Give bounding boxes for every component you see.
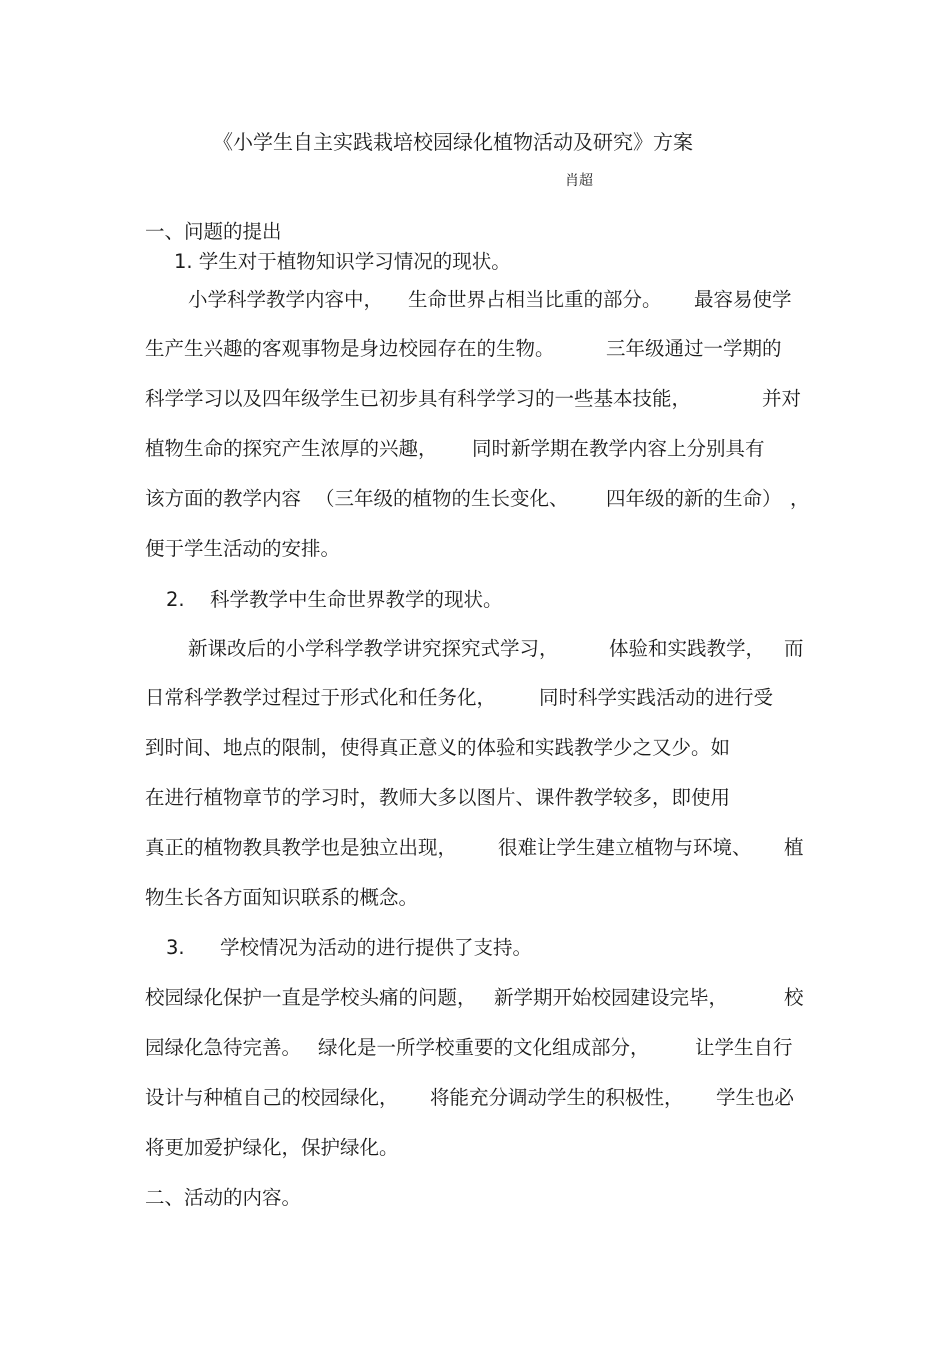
text-segment: 小学科学教学内容中， (188, 288, 384, 311)
text-segment: 学生也必 (716, 1086, 795, 1109)
paragraph-line (0, 536, 950, 562)
text-segment: 四年级的新的生命） (606, 487, 782, 510)
text-segment: 体验和实践教学， (609, 637, 766, 660)
text-segment: 绿化是一所学校重要的文化组成部分， (318, 1036, 650, 1059)
paragraph-line (0, 386, 950, 412)
text-segment: （三年级的植物的生长变化、 (315, 487, 569, 510)
text-segment: 植物生命的探究产生浓厚的兴趣， (145, 437, 438, 460)
paragraph-line (0, 885, 950, 911)
paragraph-line (0, 636, 950, 662)
item-3-heading (0, 935, 950, 961)
paragraph-line (0, 1135, 950, 1161)
text-segment: 让学生自行 (695, 1036, 793, 1059)
paragraph-line (0, 287, 950, 313)
paragraph-line (0, 486, 950, 512)
item-2-heading (0, 587, 950, 613)
paragraph-line (0, 436, 950, 462)
text-segment: 同时新学期在教学内容上分别具有 (472, 437, 765, 460)
text-segment: 日常科学教学过程过于形式化和任务化， (145, 686, 497, 709)
text-segment: 真正的植物教具教学也是独立出现， (145, 836, 458, 859)
text-segment: 设计与种植自己的校园绿化， (145, 1086, 399, 1109)
text-segment: 在进行植物章节的学习时，教师大多以图片、课件教学较多，即使用 (145, 786, 731, 809)
text-segment: 同时科学实践活动的进行受 (539, 686, 774, 709)
document-author: 肖超 (565, 173, 593, 189)
paragraph-line (0, 685, 950, 711)
text-segment: 植 (784, 836, 804, 859)
text-segment: 科学学习以及四年级学生已初步具有科学学习的一些基本技能， (145, 387, 692, 410)
item-1-heading: 1. 学生对于植物知识学习情况的现状。 (174, 250, 511, 273)
section-1-heading: 一、问题的提出 (145, 220, 282, 243)
paragraph-line (0, 985, 950, 1011)
item-number: 3. (166, 936, 185, 959)
text-segment: 很难让学生建立植物与环境、 (498, 836, 752, 859)
paragraph-line (0, 336, 950, 362)
text-segment: 校 (784, 986, 804, 1009)
text-segment: 最容易使学 (694, 288, 792, 311)
text-segment: 三年级通过一学期的 (606, 337, 782, 360)
paragraph-line (0, 785, 950, 811)
text-segment: 便于学生活动的安排。 (145, 537, 341, 560)
text-segment: ， (790, 487, 810, 510)
text-segment: 将能充分调动学生的积极性， (430, 1086, 684, 1109)
paragraph-line (0, 1035, 950, 1061)
paragraph-line (0, 835, 950, 861)
text-segment: 物生长各方面知识联系的概念。 (145, 886, 419, 909)
document-title: 《小学生自主实践栽培校园绿化植物活动及研究》方案 (213, 130, 693, 154)
item-title: 学校情况为活动的进行提供了支持。 (220, 936, 533, 959)
item-number: 2. (166, 588, 185, 611)
text-segment: 而 (784, 637, 804, 660)
item-title: 科学教学中生命世界教学的现状。 (210, 588, 503, 611)
text-segment: 到时间、地点的限制，使得真正意义的体验和实践教学少之又少。如 (145, 736, 731, 759)
text-segment: 将更加爱护绿化，保护绿化。 (145, 1136, 399, 1159)
text-segment: 校园绿化保护一直是学校头痛的问题， (145, 986, 477, 1009)
text-segment: 园绿化急待完善。 (145, 1036, 302, 1059)
text-segment: 生产生兴趣的客观事物是身边校园存在的生物。 (145, 337, 555, 360)
paragraph-line (0, 735, 950, 761)
text-segment: 并对 (762, 387, 802, 410)
text-segment: 新课改后的小学科学教学讲究探究式学习， (188, 637, 559, 660)
paragraph-line (0, 1085, 950, 1111)
text-segment: 生命世界占相当比重的部分。 (408, 288, 662, 311)
text-segment: 新学期开始校园建设完毕， (494, 986, 729, 1009)
section-2-heading: 二、活动的内容。 (145, 1186, 302, 1209)
text-segment: 该方面的教学内容 (145, 487, 302, 510)
